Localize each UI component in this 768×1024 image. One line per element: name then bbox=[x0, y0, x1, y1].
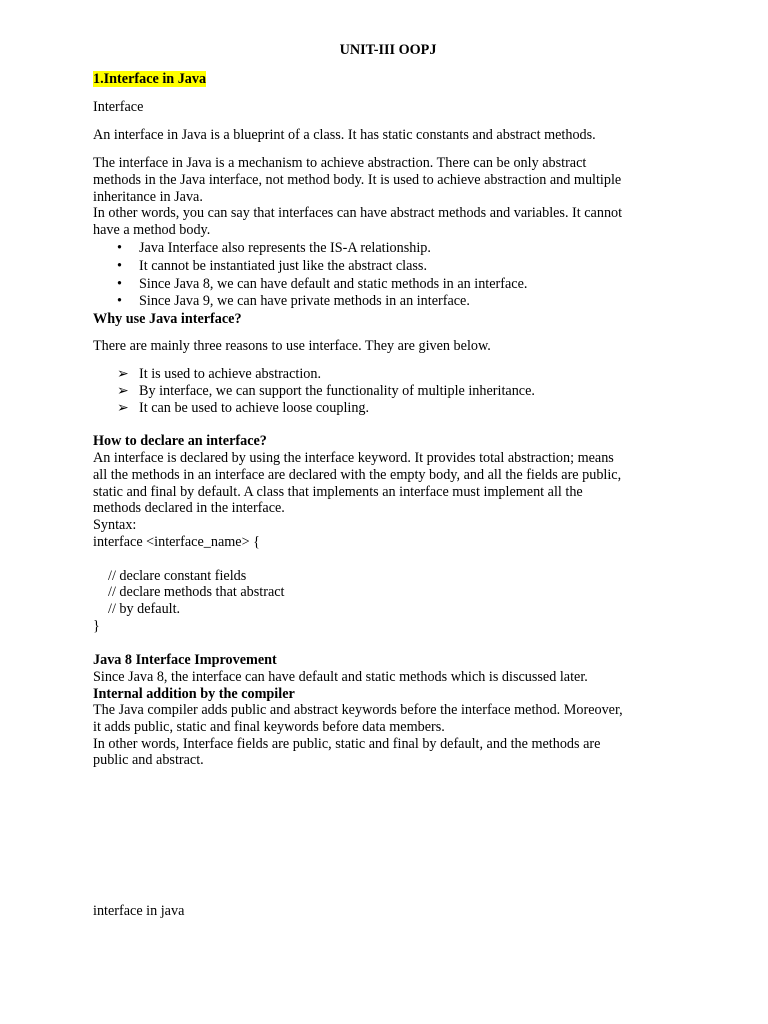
bullet-dot-icon: • bbox=[117, 293, 122, 309]
why-heading: Why use Java interface? bbox=[93, 311, 242, 327]
java8-heading: Java 8 Interface Improvement bbox=[93, 652, 277, 668]
compiler-heading: Internal addition by the compiler bbox=[93, 686, 295, 702]
bullet-dot-icon: • bbox=[117, 240, 122, 256]
subheading: Interface bbox=[93, 99, 144, 115]
section-heading: 1.Interface in Java bbox=[93, 71, 207, 87]
compiler-paragraph: The Java compiler adds public and abstract keywords before the interface method. Moreover, it adds public, static and final keywords before data members. In other words, Interface fields are public, static and final by default, and the methods are public and abstract. bbox=[93, 702, 623, 769]
arrow-bullet-icon: ➢ bbox=[117, 366, 129, 382]
arrow-bullet-icon: ➢ bbox=[117, 400, 129, 416]
bullet-dot-icon: • bbox=[117, 276, 122, 292]
why-intro: There are mainly three reasons to use interface. They are given below. bbox=[93, 338, 491, 354]
java8-text: Since Java 8, the interface can have default and static methods which is discussed later. bbox=[93, 669, 588, 685]
syntax-close: } bbox=[93, 618, 100, 634]
syntax-comment: // declare methods that abstract bbox=[108, 584, 285, 600]
abstraction-paragraph: The interface in Java is a mechanism to achieve abstraction. There can be only abstract methods in the Java interface, not method body. It is used to achieve abstraction and multiple inheritance in Java. In other words, you can say that interfaces can have abstract methods and variables. It cannot have a method body. bbox=[93, 155, 623, 239]
declare-heading: How to declare an interface? bbox=[93, 433, 267, 449]
figure-caption: interface in java bbox=[93, 903, 185, 919]
syntax-comment: // declare constant fields bbox=[108, 568, 247, 584]
bullet-dot-icon: • bbox=[117, 258, 122, 274]
syntax-open: interface <interface_name> { bbox=[93, 534, 260, 550]
page-title: UNIT-III OOPJ bbox=[339, 42, 437, 58]
arrow-bullet-icon: ➢ bbox=[117, 383, 129, 399]
declare-paragraph: An interface is declared by using the interface keyword. It provides total abstraction; means all the methods in an interface are declared with the empty body, and all the fields are public, static and final by default. A class that implements an interface must implement all the methods declared in the interface. bbox=[93, 450, 622, 517]
syntax-label: Syntax: bbox=[93, 517, 137, 533]
syntax-comment: // by default. bbox=[108, 601, 181, 617]
intro-paragraph: An interface in Java is a blueprint of a class. It has static constants and abstract methods. bbox=[93, 127, 596, 143]
